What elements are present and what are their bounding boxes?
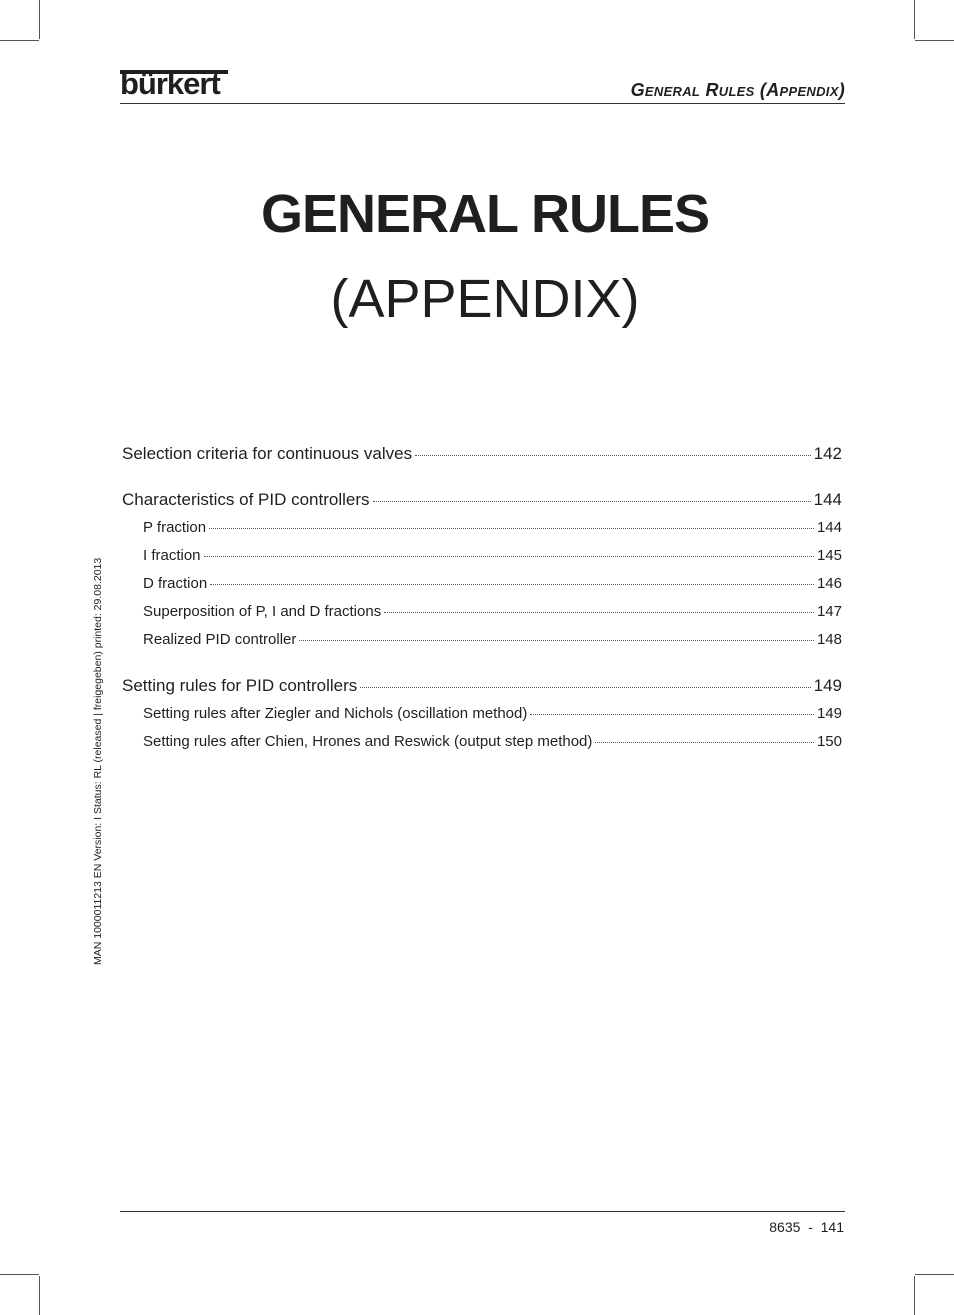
toc-subentry[interactable] — [122, 598, 842, 626]
page-number: 8635 - 141 — [769, 1219, 844, 1235]
toc-entry-page: 146 — [816, 575, 842, 592]
toc-entry-page: 149 — [816, 705, 842, 722]
toc-entry-page: 148 — [816, 631, 842, 648]
toc-subentry[interactable] — [122, 570, 842, 598]
toc-entry-label: P fraction — [143, 519, 207, 536]
dot-leader — [595, 741, 814, 743]
dot-leader — [373, 500, 811, 502]
toc-entry-page: 149 — [813, 676, 842, 695]
toc-entry-page: 142 — [813, 444, 842, 463]
toc-subentry[interactable] — [122, 514, 842, 542]
toc-entry-label: Selection criteria for continuous valves — [122, 444, 413, 463]
toc-entry-label: D fraction — [143, 575, 208, 592]
toc-entry-page: 145 — [816, 547, 842, 564]
crop-mark — [0, 40, 39, 41]
toc-entry-page: 144 — [816, 519, 842, 536]
burkert-logo — [120, 66, 232, 102]
toc-subentry[interactable] — [122, 728, 842, 756]
toc-subentry[interactable] — [122, 626, 842, 654]
crop-mark — [39, 1276, 40, 1315]
crop-mark — [915, 40, 954, 41]
page-subtitle: (APPENDIX) — [330, 269, 640, 329]
page-title: GENERAL RULES — [260, 184, 710, 244]
toc-entry-page: 150 — [816, 733, 842, 750]
dot-leader — [530, 713, 814, 715]
toc-entry-label: Characteristics of PID controllers — [122, 490, 370, 509]
footer-rule — [120, 1211, 845, 1212]
toc-entry[interactable] — [122, 486, 842, 514]
table-of-contents — [122, 440, 842, 756]
document-status-text: MAN 1000011213 EN Version: I Status: RL (released | freigegeben) printed: 29.08.2013 — [92, 557, 104, 965]
crop-mark — [914, 1276, 915, 1315]
logo-text: bürkert — [120, 66, 220, 101]
toc-entry-label: Setting rules for PID controllers — [122, 676, 358, 695]
dot-leader — [360, 686, 810, 688]
crop-mark — [0, 1274, 39, 1275]
toc-entry-label: I fraction — [143, 547, 201, 564]
dot-leader — [299, 639, 814, 641]
toc-entry-page: 144 — [813, 490, 842, 509]
toc-entry-label: Setting rules after Ziegler and Nichols (oscillation method) — [143, 705, 528, 722]
dot-leader — [204, 555, 814, 557]
toc-subentry[interactable] — [122, 700, 842, 728]
running-head: General Rules (Appendix) — [630, 80, 845, 100]
toc-entry-label: Realized PID controller — [143, 631, 297, 648]
dot-leader — [210, 583, 814, 585]
dot-leader — [384, 611, 814, 613]
toc-entry-page: 147 — [816, 603, 842, 620]
dot-leader — [415, 454, 811, 456]
header-rule — [120, 103, 845, 104]
crop-mark — [915, 1274, 954, 1275]
crop-mark — [39, 0, 40, 39]
toc-entry[interactable] — [122, 672, 842, 700]
toc-entry-label: Setting rules after Chien, Hrones and Reswick (output step method) — [143, 733, 593, 750]
toc-entry[interactable] — [122, 440, 842, 468]
crop-mark — [914, 0, 915, 39]
dot-leader — [209, 527, 814, 529]
toc-entry-label: Superposition of P, I and D fractions — [143, 603, 382, 620]
toc-subentry[interactable] — [122, 542, 842, 570]
